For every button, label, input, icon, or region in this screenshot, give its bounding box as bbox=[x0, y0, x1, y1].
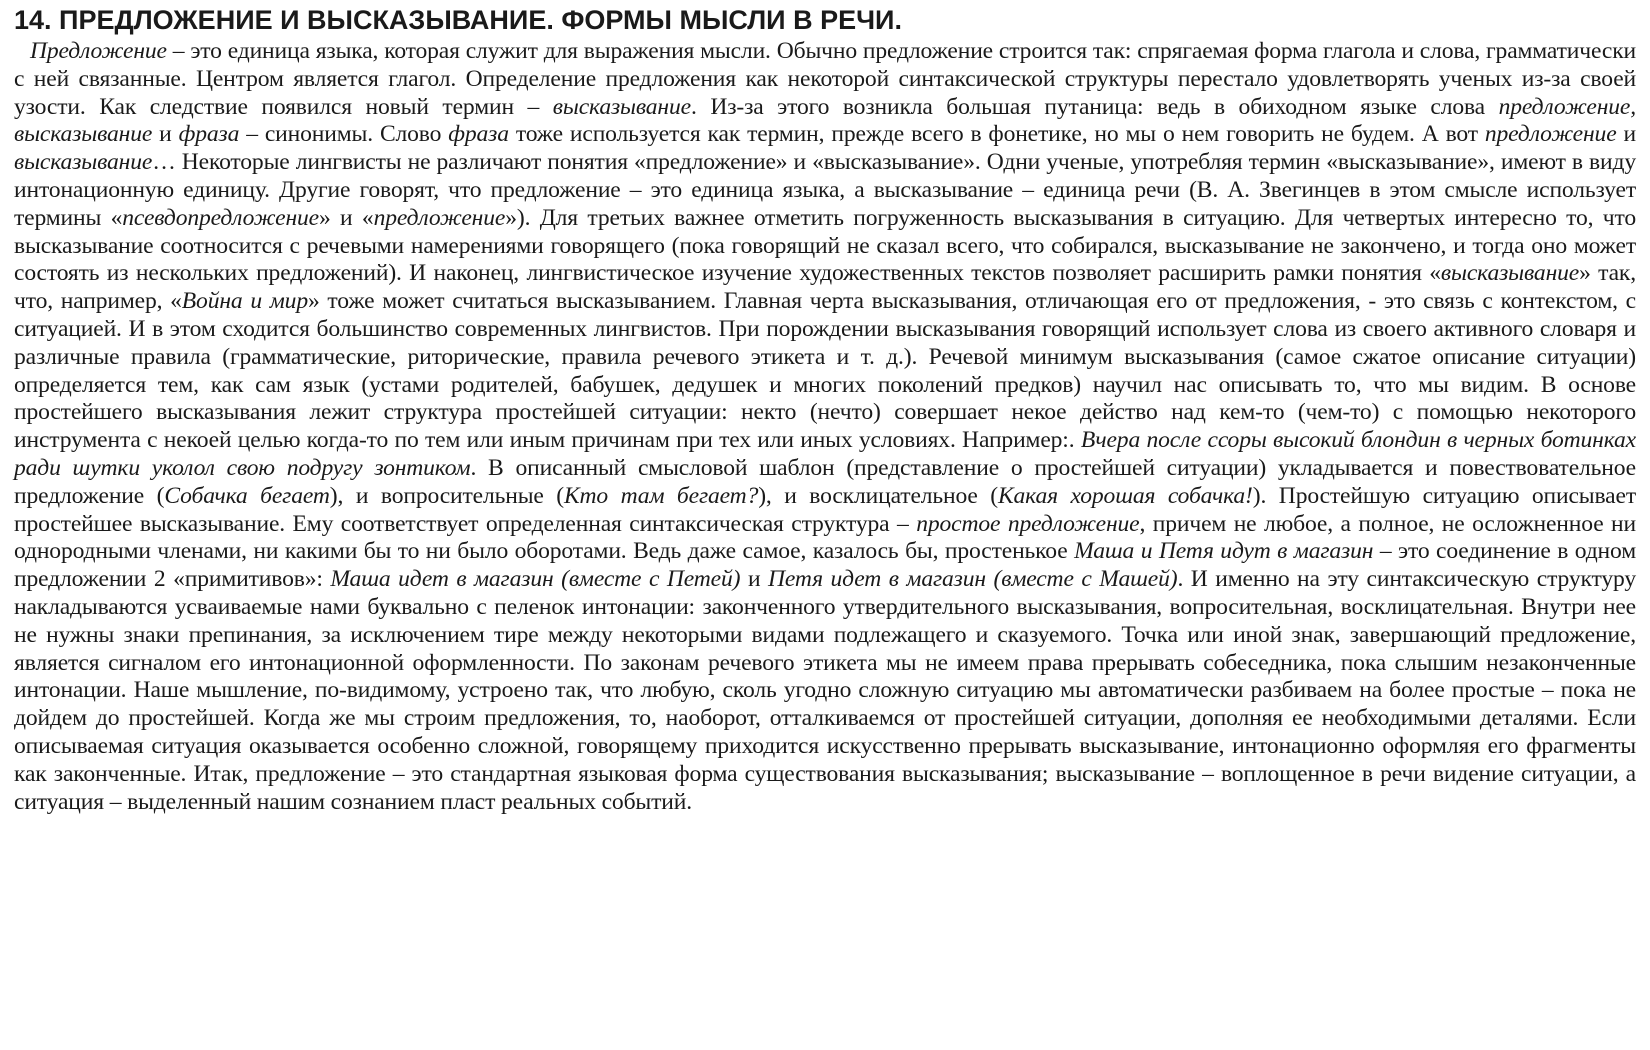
italic-term: фраза bbox=[178, 121, 240, 148]
italic-term: предложение, высказывание bbox=[14, 93, 1636, 148]
italic-term: Собачка бегает bbox=[164, 482, 330, 509]
text-run: . И именно на эту синтаксическую структуру накладываются усваиваемые нами буквально с пеленок интонации: законченного утвердительного высказывания, вопросительная, восклицательная. Внутри нее не нужны знаки препинания, за исключением тире между некоторыми видами подлежащего и сказуемого. Точка или иной знак, завершающий предложение, является сигналом его интонационной оформленности. По законам речевого этикета мы не имеем права прерывать собеседника, пока слышим незаконченные интонации. Наше мышление, по-видимому, устроено так, что любую, сколь угодно сложную ситуацию мы автоматически разбиваем на более простые – пока не дойдем до простейшей. Когда же мы строим предложения, то, наоборот, отталкиваемся от простейшей ситуации, дополняя ее необходимыми деталями. Если описываемая ситуация оказывается особенно сложной, говорящему приходится искусственно прерывать высказывание, интонационно оформляя его фрагменты как законченные. Итак, предложение – это стандартная языковая форма существования высказывания; высказывание – воплощенное в речи видение ситуации, а ситуация – выделенный нашим сознанием пласт реальных событий. bbox=[14, 566, 1636, 815]
italic-term: Маша идет в магазин (вместе с Петей) bbox=[330, 566, 741, 593]
italic-term: Предложение bbox=[30, 38, 167, 64]
text-run: – это соединение в одном предложении 2 «примитивов»: bbox=[14, 538, 1637, 593]
italic-term: Петя идет в магазин (вместе с Машей) bbox=[768, 566, 1178, 593]
text-run: . Из-за этого возникла большая путаница: ведь в обиходном языке слова bbox=[690, 93, 1499, 120]
text-run: … Некоторые лингвисты не различают понятия «предложение» и «высказывание». Одни ученые, употребляя термин «высказывание», имеют в виду интонационную единицу. Другие говорят, что предложение – это единица языка, а высказывание – единица речи (В. А. Звегинцев в этом смысле использует термины « bbox=[14, 149, 1636, 231]
text-run: тоже используется как термин, прежде всего в фонетике, но мы о нем говорить не будем. А вот bbox=[508, 121, 1485, 148]
italic-term: Какая хорошая собачка! bbox=[998, 482, 1253, 509]
text-run: . В описанный смысловой шаблон (представление о простейшей ситуации) укладывается и повествовательное предложение ( bbox=[14, 454, 1636, 509]
italic-term: Вчера после ссоры высокий блондин в черных ботинках ради шутки уколол свою подругу зонтиком bbox=[14, 427, 1636, 481]
italic-term: высказывание bbox=[552, 93, 691, 120]
italic-term: фраза bbox=[448, 121, 509, 148]
text-run: » тоже может считаться высказыванием. Главная черта высказывания, отличающая его от предложения, - это связь с контекстом, с ситуацией. И в этом сходится большинство современных лингвистов. При порождении высказывания говорящий использует слова из своего активного словаря и различные правила (грамматические, риторические, правила речевого этикета и т. д.). Речевой минимум высказывания (самое сжатое описание ситуации) определяется тем, как сам язык (устами родителей, бабушек, дедушек и многих поколений предков) научил нас описывать то, что мы видим. В основе простейшего высказывания лежит структура простейшей ситуации: некто (нечто) совершает некое действо над кем-то (чем-то) с помощью некоторого инструмента с некоей целью когда-то по тем или иным причинам при тех или иных условиях. Например:. bbox=[14, 288, 1636, 454]
italic-term: Война и мир bbox=[181, 288, 308, 315]
italic-term: псевдопредложение bbox=[122, 204, 319, 231]
italic-term: высказывание bbox=[14, 149, 153, 176]
text-run: »). Для третьих важнее отметить погруженность высказывания в ситуацию. Для четвертых интересно то, что высказывание соотносится с речевыми намерениями говорящего (пока говорящий не сказал всего, что собирался, высказывание не закончено, и тогда оно может состоять из нескольких предложений). И наконец, лингвистическое изучение художественных текстов позволяет расширить рамки понятия « bbox=[14, 204, 1636, 287]
text-run: – это единица языка, которая служит для выражения мысли. Обычно предложение строится так: спрягаемая форма глагола и слова, грамматически с ней связанные. Центром является глагол. Определение предложения как некоторой синтаксической структуры перестало удовлетворять ученых из-за своей узости. Как следствие появился новый термин – bbox=[14, 38, 1636, 120]
italic-term: предложение bbox=[1484, 121, 1617, 148]
text-run: ), и вопросительные ( bbox=[329, 482, 564, 509]
text-run: ), и восклицательное ( bbox=[758, 482, 999, 509]
text-run: » и « bbox=[318, 204, 374, 231]
document-page bbox=[14, 4, 1636, 816]
text-run: – синонимы. Слово bbox=[239, 121, 449, 148]
text-run: , причем не любое, а полное, не осложненное ни однородными членами, ни какими бы то ни было оборотами. Ведь даже самое, казалось бы, простенькое bbox=[14, 510, 1636, 565]
body-paragraph bbox=[14, 38, 1636, 816]
italic-term: простое предложение bbox=[916, 510, 1140, 537]
text-run: » так, что, например, « bbox=[14, 260, 1636, 315]
section-heading: 14. ПРЕДЛОЖЕНИЕ И ВЫСКАЗЫВАНИЕ. ФОРМЫ МЫСЛИ В РЕЧИ. bbox=[14, 5, 902, 35]
italic-term: предложение bbox=[373, 204, 506, 231]
italic-term: Кто там бегает? bbox=[564, 482, 759, 509]
text-run: и bbox=[740, 566, 769, 593]
italic-term: высказывание bbox=[1440, 260, 1580, 287]
text-run: и bbox=[152, 121, 179, 148]
text-run: ). Простейшую ситуацию описывает простейшее высказывание. Ему соответствует определенная синтаксическая структура – bbox=[14, 482, 1636, 537]
text-run: и bbox=[1616, 121, 1636, 148]
italic-term: Маша и Петя идут в магазин bbox=[1074, 538, 1374, 565]
